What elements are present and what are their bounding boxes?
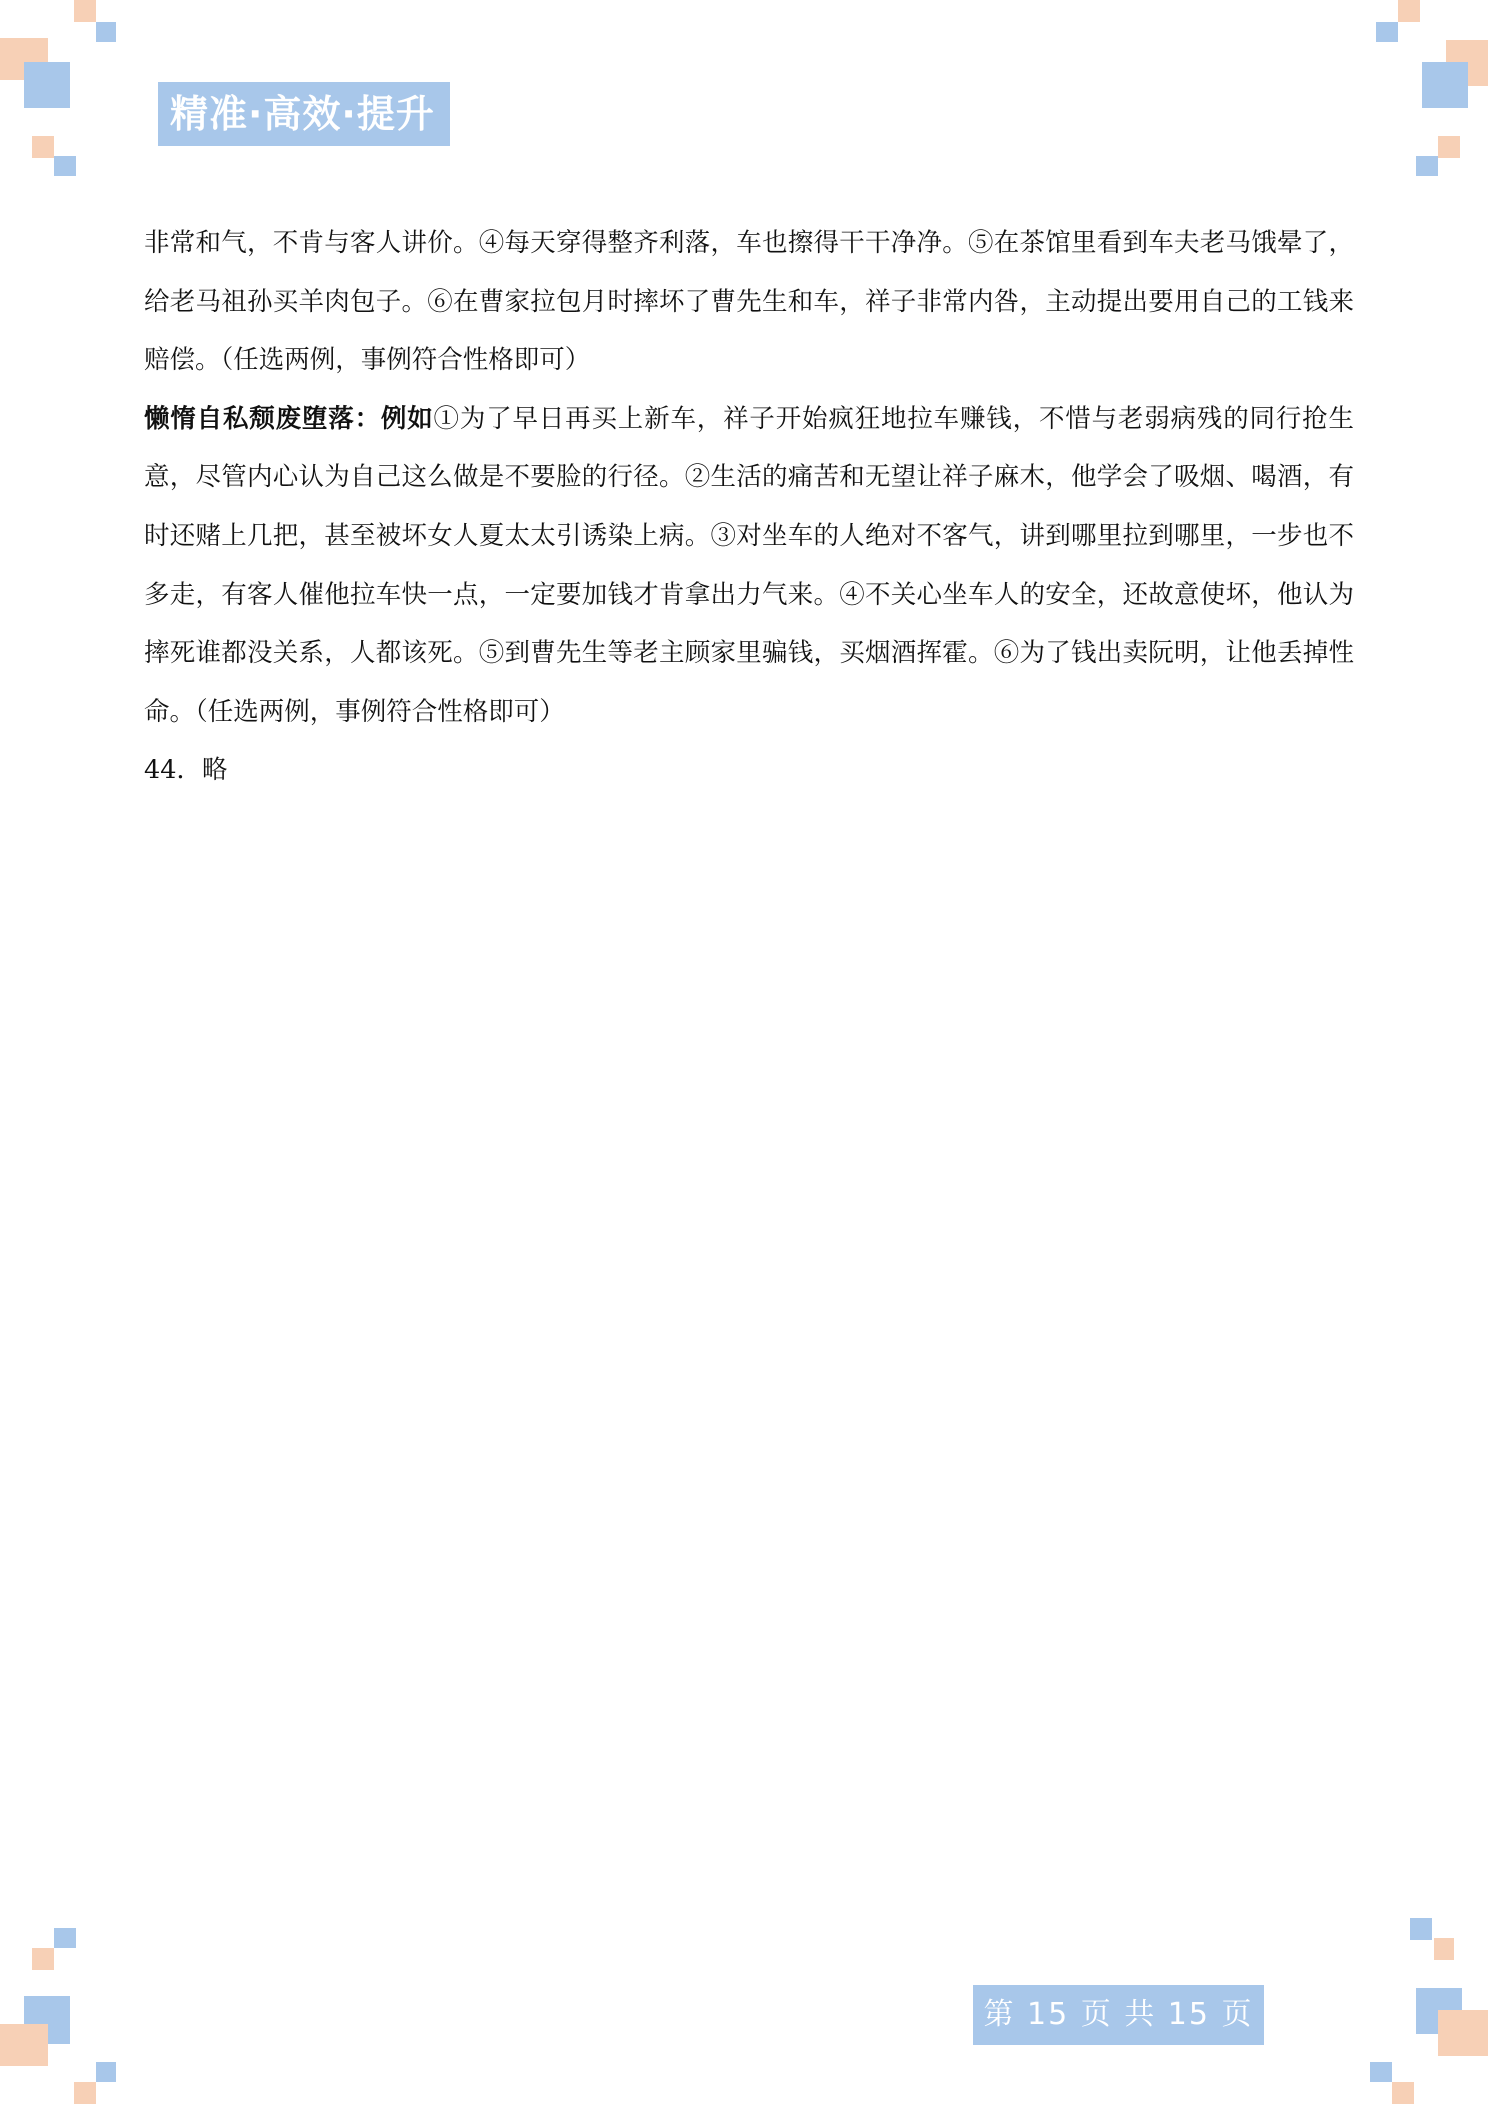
decor-square	[96, 2062, 116, 2082]
decor-square	[54, 156, 76, 176]
decor-square	[1438, 2010, 1488, 2056]
decor-square	[1422, 62, 1468, 108]
decor-square	[32, 1948, 54, 1970]
decor-square	[0, 2024, 48, 2066]
decor-square	[96, 22, 116, 42]
paragraph: 非常和气，不肯与客人讲价。④每天穿得整齐利落，车也擦得干干净净。⑤在茶馆里看到车夫老马饿晕了，给老马祖孙买羊肉包子。⑥在曹家拉包月时摔坏了曹先生和车，祥子非常内咎，主动提出要用自己的工钱来赔偿。（任选两例，事例符合性格即可）	[144, 228, 1354, 376]
decor-square	[24, 62, 70, 108]
decor-square	[32, 136, 54, 158]
decor-square	[74, 2082, 96, 2104]
decor-square	[1438, 136, 1460, 158]
decor-square	[1398, 0, 1420, 22]
header-badge: 精准·高效·提升	[158, 82, 450, 146]
paragraph	[144, 390, 1354, 742]
answer-label: 懒惰自私颓废堕落：例如	[144, 403, 434, 434]
paragraph-text: ①为了早日再买上新车，祥子开始疯狂地拉车赚钱，不惜与老弱病残的同行抢生意，尽管内心认为自己这么做是不要脸的行径。②生活的痛苦和无望让祥子麻木，他学会了吸烟、喝酒，有时还赌上几把，甚至被坏女人夏太太引诱染上病。③对坐车的人绝对不客气，讲到哪里拉到哪里，一步也不多走，有客人催他拉车快一点，一定要加钱才肯拿出力气来。④不关心坐车人的安全，还故意使坏，他认为摔死谁都没关系，人都该死。⑤到曹先生等老主顾家里骗钱，买烟酒挥霍。⑥为了钱出卖阮明，让他丢掉性命。（任选两例，事例符合性格即可）	[144, 403, 1354, 727]
decor-square	[1416, 156, 1438, 176]
paragraph: 44．略	[144, 755, 228, 786]
decor-square	[1370, 2062, 1392, 2082]
decor-square	[1376, 22, 1398, 42]
page-number: 第 15 页 共 15 页	[973, 1985, 1264, 2045]
document-body	[144, 214, 1354, 800]
decor-square	[1392, 2082, 1414, 2104]
decor-square	[1434, 1938, 1454, 1960]
decor-square	[1410, 1918, 1432, 1940]
decor-square	[54, 1928, 76, 1948]
decor-square	[74, 0, 96, 22]
